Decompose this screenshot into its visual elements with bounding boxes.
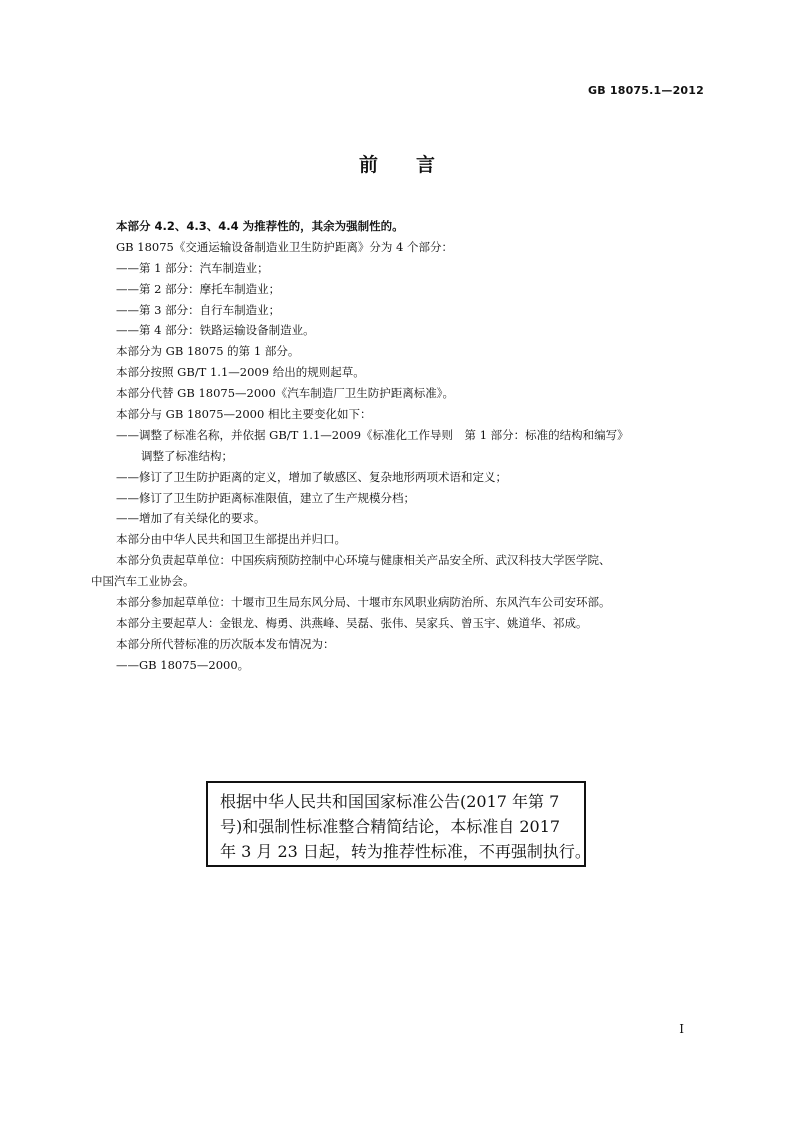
list-item: ——调整了标准名称，并依据 GB/T 1.1—2009《标准化工作导则 第 1 部分：标准的结构和编写》 (116, 427, 629, 442)
paragraph: 本部分按照 GB/T 1.1—2009 给出的规则起草。 (116, 365, 365, 380)
paragraph-continuation: 中国汽车工业协会。 (91, 574, 195, 589)
notice-box (206, 781, 591, 867)
document-body (91, 216, 711, 676)
notice-line: 号)和强制性标准整合精简结论，本标准自 2017 (220, 817, 561, 836)
list-item: ——修订了卫生防护距离标准限值，建立了生产规模分档； (116, 490, 415, 505)
list-item: ——第 4 部分：铁路运输设备制造业。 (116, 323, 315, 338)
notice-line: 年 3 月 23 日起，转为推荐性标准，不再强制执行。 (220, 842, 591, 861)
paragraph: 本部分所代替标准的历次版本发布情况为： (116, 636, 335, 651)
list-item: ——增加了有关绿化的要求。 (116, 511, 266, 526)
paragraph: 本部分为 GB 18075 的第 1 部分。 (116, 344, 300, 359)
list-item: ——修订了卫生防护距离的定义，增加了敏感区、复杂地形两项术语和定义； (116, 469, 507, 484)
page-number: I (679, 1022, 684, 1036)
paragraph: 本部分 4.2、4.3、4.4 为推荐性的，其余为强制性的。 (116, 219, 404, 233)
paragraph: 本部分参加起草单位：十堰市卫生局东风分局、十堰市东风职业病防治所、东风汽车公司安环部。 (116, 595, 611, 610)
paragraph: 本部分与 GB 18075—2000 相比主要变化如下： (116, 407, 372, 422)
page-title: 前言 (358, 154, 473, 176)
paragraph: 本部分主要起草人：金银龙、梅勇、洪燕峰、吴磊、张伟、吴家兵、曾玉宇、姚道华、祁成。 (116, 615, 588, 630)
notice-line: 根据中华人民共和国国家标准公告(2017 年第 7 (220, 792, 560, 811)
paragraph: 本部分由中华人民共和国卫生部提出并归口。 (116, 532, 346, 547)
standard-number: GB 18075.1—2012 (588, 84, 704, 97)
list-item: ——第 1 部分：汽车制造业； (116, 260, 269, 275)
list-item-continuation: 调整了标准结构； (141, 448, 233, 463)
list-item: ——第 2 部分：摩托车制造业； (116, 281, 281, 296)
paragraph: GB 18075《交通运输设备制造业卫生防护距离》分为 4 个部分： (116, 239, 454, 254)
list-item: ——GB 18075—2000。 (116, 657, 250, 672)
paragraph: 本部分负责起草单位：中国疾病预防控制中心环境与健康相关产品安全所、武汉科技大学医学院、 (116, 553, 611, 568)
paragraph: 本部分代替 GB 18075—2000《汽车制造厂卫生防护距离标准》。 (116, 386, 455, 401)
list-item: ——第 3 部分：自行车制造业； (116, 302, 281, 317)
